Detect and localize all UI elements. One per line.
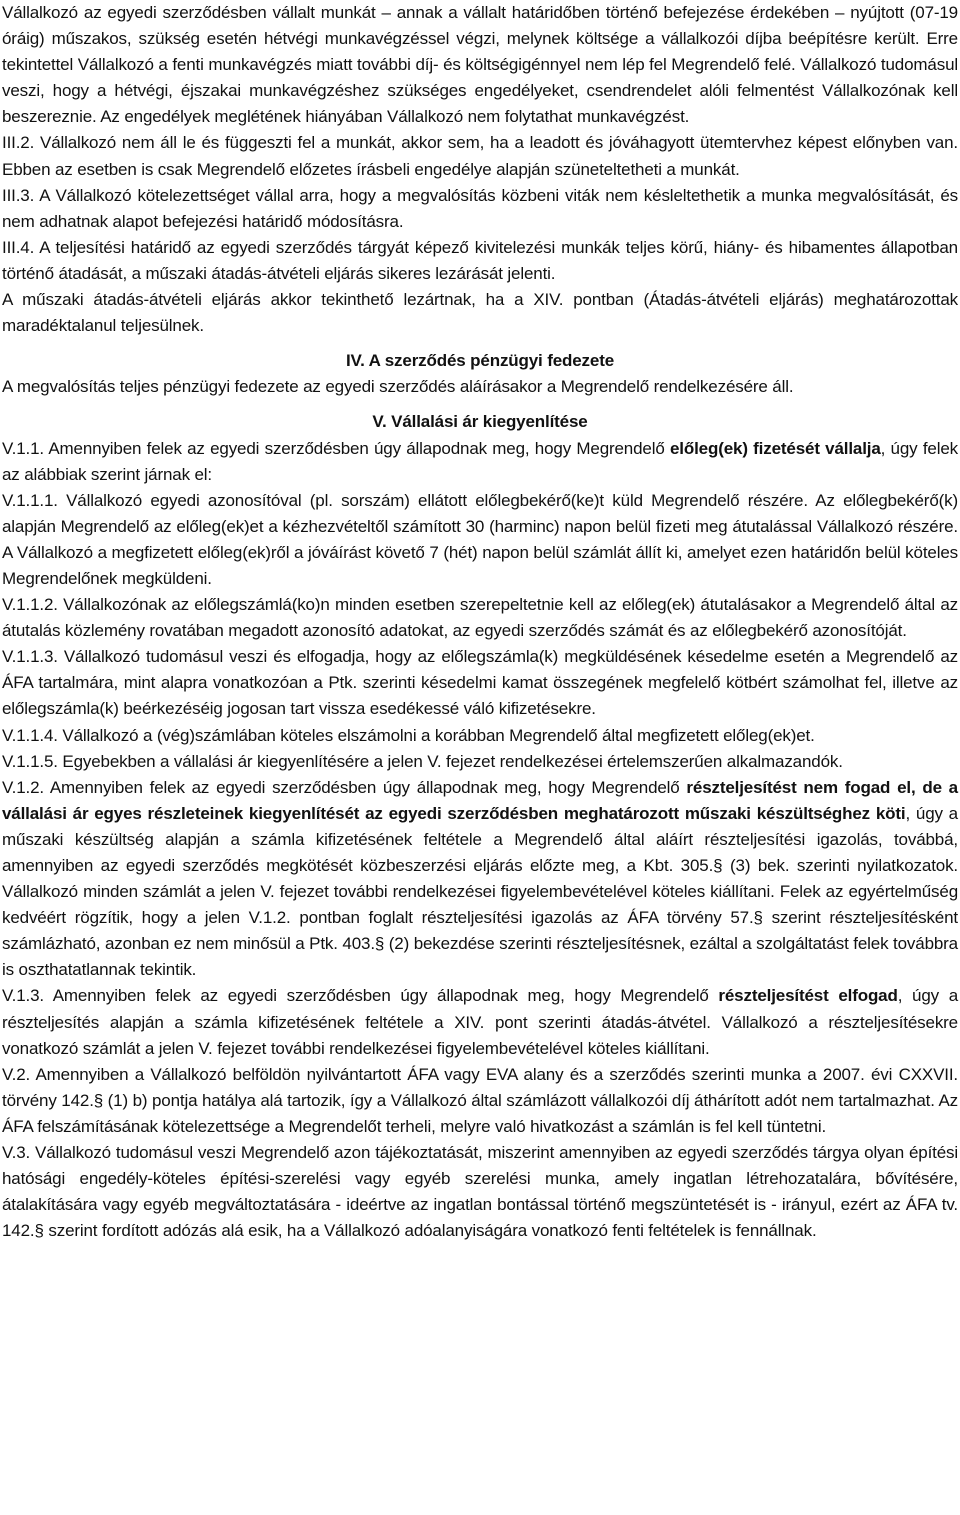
section-v-heading: V. Vállalási ár kiegyenlítése [372,412,588,432]
v-1-3-text-c: , úgy a részteljesítés alapján a számla kifizetésének feltétele a XIV. pont szerinti átadás-átvétel. Vállalkozó a részteljesítésekre vonatkozó számlát a jelen V. fejezet további rendelkezései figyelembevételével köteles kiállítani. [2,986,959,1058]
paragraph-v-1-1-4: V.1.1.4. Vállalkozó a (vég)számlában köteles elszámolni a korábban Megrendelő által megfizetett előleg(ek)et. [2,725,815,745]
v-1-2-text-c: , úgy a műszaki készültség alapján a számla kifizetésének feltétele a Megrendelő által aláírt részteljesítési igazolás, továbbá, amennyiben az egyedi szerződés megkötését közbeszerzési eljárás előzte meg, a Kbt. 305.§ (3) bek. szerinti nyilatkozatok. Vállalkozó minden számlát a jelen V. fejezet további rendelkezései figyelembevételével köteles kiállítani. Felek az egyértelműség kedvéért rögzítik, hogy a jelen V.1.2. pontban foglalt részteljesítési igazolás az ÁFA törvény 57.§ szerint részteljesítésként számlázható, azonban ez nem minősül a Ptk. 403.§ (2) bekezdése szerinti részteljesítésnek, ezáltal a szolgáltatást felek továbbra is oszthatatlannak tekintik. [2,803,958,980]
section-iv-heading: IV. A szerződés pénzügyi fedezete [345,351,615,371]
paragraph-iii-4-handover: A műszaki átadás-átvételi eljárás akkor tekinthető lezártnak, ha a XIV. pontban (Átadás-átvételi eljárás) meghatározottak maradéktalanul teljesülnek. [2,290,958,336]
paragraph-iv-funding: A megvalósítás teljes pénzügyi fedezete az egyedi szerződés aláírásakor a Megrendelő rendelkezésére áll. [2,377,794,397]
v-1-1-text-a: V.1.1. Amennyiben felek az egyedi szerződésben úgy állapodnak meg, hogy Megrendelő [2,438,670,458]
paragraph-iii-2: III.2. Vállalkozó nem áll le és függeszti fel a munkát, akkor sem, ha a leadott és jóváhagyott ütemtervhez képest előnyben van. Ebben az esetben is csak Megrendelő előzetes írásbeli engedélye alapján szüneteltetheti a munkát. [2,133,958,179]
paragraph-v-1-1 [2,436,958,488]
paragraph-v-1-1-1: V.1.1.1. Vállalkozó egyedi azonosítóval (pl. sorszám) ellátott előlegbekérő(ke)t küld Megrendelő részére. Az előlegbekérő(k) alapján Megrendelő az előleg(ek)et a kézhezvételtől számított 30 (harminc) napon belül fizeti meg átutalással Vállalkozó részére. A Vállalkozó a megfizetett előleg(ek)ről a jóváírást követő 7 (hét) napon belül számlát állít ki, amelyet ezen határidőn belül köteles Megrendelőnek megküldeni. [2,490,958,588]
paragraph-v-1-3 [2,983,958,1061]
paragraph-v-1-1-2: V.1.1.2. Vállalkozónak az előlegszámlá(ko)n minden esetben szerepeltetnie kell az előleg(ek) átutalásakor a Megrendelő által az átutalás közlemény rovatában megadott azonosító adatokat, az egyedi szerződés számát és az előlegbekérő azonosítóját. [2,595,958,641]
v-1-3-text-a: V.1.3. Amennyiben felek az egyedi szerződésben úgy állapodnak meg, hogy Megrendelő [2,986,719,1006]
paragraph-v-1-1-5: V.1.1.5. Egyebekben a vállalási ár kiegyenlítésére a jelen V. fejezet rendelkezései értelemszerűen alkalmazandók. [2,751,843,771]
paragraph-v-3: V.3. Vállalkozó tudomásul veszi Megrendelő azon tájékoztatását, miszerint amennyiben az egyedi szerződés tárgya olyan építési hatósági engedély-köteles építési-szerelési vagy egyéb szerelési munka, amely ingatlan létrehozatalára, bővítésére, átalakítására vagy egyéb megváltoztatására - ideértve az ingatlan bontással történő megszüntetését is - irányul, ezért az ÁFA tv. 142.§ szerint fordított adózás alá esik, ha a Vállalkozó adóalanyiságára vonatkozó fenti feltételek is fennállnak. [2,1143,958,1241]
paragraph-iii-1-cont: Vállalkozó az egyedi szerződésben vállalt munkát – annak a vállalt határidőben történő befejezése érdekében – nyújtott (07-19 óráig) műszakos, szükség esetén hétvégi munkavégzéssel végzi, melynek költsége a vállalkozói díjba beépítésre került. Erre tekintettel Vállalkozó a fenti munkavégzés miatt további díj- és költségigénnyel nem lép fel Megrendelő felé. Vállalkozó tudomásul veszi, hogy a hétvégi, éjszakai munkavégzéshez szükséges engedélyeket, csendrendelet alóli felmentést Vállalkozónak kell beszereznie. Az engedélyek meglétének hiányában Vállalkozó nem folytathat munkavégzést. [2,3,958,127]
v-1-1-bold: előleg(ek) fizetését vállalja [669,438,881,458]
v-1-2-bold: részteljesítést nem fogad el, de a vállalási ár egyes részleteinek kiegyenlítését az egyedi szerződésben meghatározott műszaki készültséghez köti [2,777,958,823]
v-1-1-text-c: , úgy felek az alábbiak szerint járnak el: [2,438,958,484]
paragraph-v-1-2 [2,775,958,984]
paragraph-iii-3: III.3. A Vállalkozó kötelezettséget vállal arra, hogy a megvalósítás közbeni viták nem késleltethetik a munka megvalósítását, és nem adhatnak alapot befejezési határidő módosításra. [2,185,958,231]
paragraph-v-1-1-3: V.1.1.3. Vállalkozó tudomásul veszi és elfogadja, hogy az előlegszámla(k) megküldésének késedelme esetén a Megrendelő az ÁFA tartalmára, mint alapra vonatkozóan a Ptk. szerinti késedelmi kamat összegének megfelelő kötbért számolhat fel, illetve az előlegszámla(k) beérkezéséig jogosan tart vissza esedékessé váló kifizetésekre. [2,647,958,719]
paragraph-iii-4: III.4. A teljesítési határidő az egyedi szerződés tárgyát képező kivitelezési munkák teljes körű, hiány- és hibamentes állapotban történő átadását, a műszaki átadás-átvételi eljárás sikeres lezárását jelenti. [2,237,958,283]
v-1-3-bold: részteljesítést elfogad [718,986,898,1006]
paragraph-v-2: V.2. Amennyiben a Vállalkozó belföldön nyilvántartott ÁFA vagy EVA alany és a szerződés szerinti munka a 2007. évi CXXVII. törvény 142.§ (1) b) pontja hatálya alá tartozik, így a Vállalkozó által számlázott vállalkozói díj áthárított adót nem tartalmazhat. Az ÁFA felszámításának kötelezettsége a Megrendelőt terheli, melyre való hivatkozást a számlán is fel kell tüntetni. [2,1064,958,1136]
v-1-2-text-a: V.1.2. Amennyiben felek az egyedi szerződésben úgy állapodnak meg, hogy Megrendelő [2,777,687,797]
